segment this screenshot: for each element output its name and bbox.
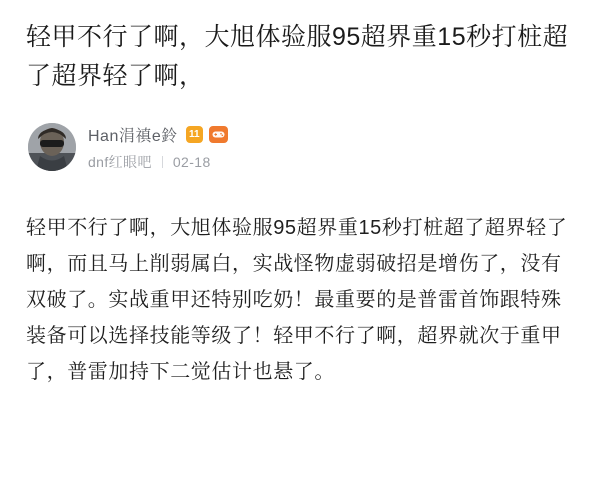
author-name-line [88, 124, 228, 146]
game-controller-icon [209, 126, 228, 143]
meta-separator [162, 156, 163, 168]
forum-name[interactable]: dnf红眼吧 [88, 153, 152, 170]
author-name[interactable]: Han涓禛e鈴 [88, 128, 178, 145]
post-title: 轻甲不行了啊，大旭体验服95超界重15秒打桩超了超界轻了啊， [26, 23, 569, 90]
post-meta [88, 153, 228, 171]
author-info [88, 124, 228, 171]
post-date: 02-18 [172, 153, 211, 170]
post-body: 轻甲不行了啊，大旭体验服95超界重15秒打桩超了超界轻了啊，而且马上削弱属白，实战怪物虚弱破招是增伤了，没有双破了。实战重甲还特别吃奶！最重要的是普雷首饰跟特殊装备可以选择技能等级了！轻甲不行了啊，超界就次于重甲了，普雷加持下二觉估计也悬了。 [26, 217, 568, 383]
game-controller-glyph [212, 130, 225, 139]
avatar[interactable] [28, 123, 76, 171]
author-row [28, 118, 574, 176]
avatar-image [28, 123, 76, 171]
level-badge: 11 [186, 126, 203, 143]
